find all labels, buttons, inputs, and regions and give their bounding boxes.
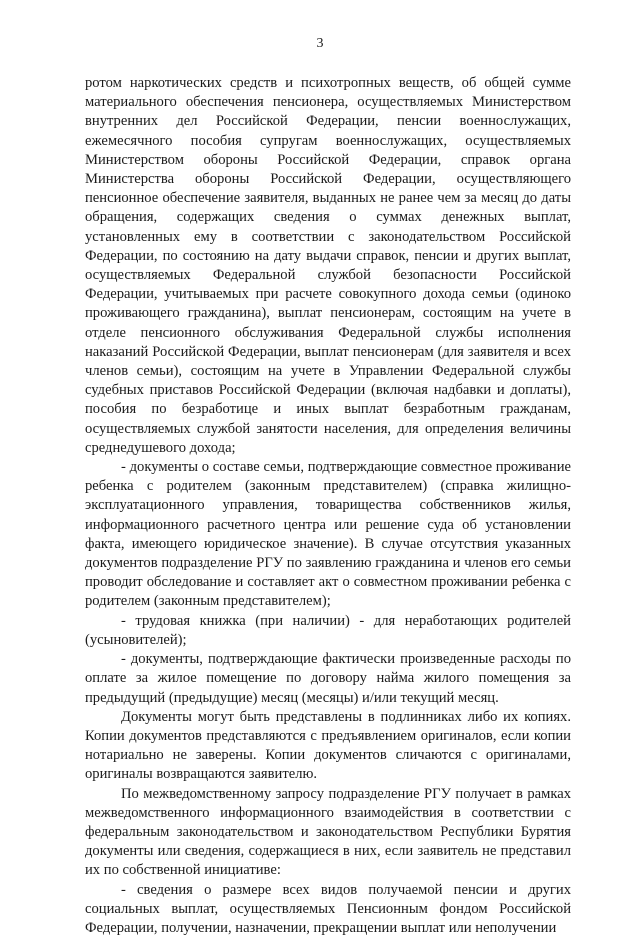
paragraph: - сведения о размере всех видов получаемой пенсии и других социальных выплат, осуществляемых Пенсионным фондом Российской Федерации, получении, назначении, прекращении выплат или неполучении — [85, 881, 571, 936]
paragraph: ротом наркотических средств и психотропных веществ, об общей сумме материального обеспечения пенсионера, осуществляемых Министерством внутренних дел Российской Федерации, пенсии военнослужащих, ежемесячного пособия супругам военнослужащих, осуществляемых Министерством обороны Российской Федерации, справок органа Министерства обороны Российской Федерации, осуществляющего пенсионное обеспечение заявителя, выданных не ранее чем за месяц до даты обращения, содержащих сведения о суммах денежных выплат, установленных ему в соответствии с законодательством Российской Федерации, по состоянию на дату выдачи справок, пенсии и других выплат, осуществляемых Федеральной службой безопасности Российской Федерации, учитываемых при расчете совокупного дохода семьи (одиноко проживающего гражданина), выплат пенсионерам, состоящим на учете в отделе пенсионного обслуживания Федеральной службы исполнения наказаний Российской Федерации, выплат пенсионерам (для заявителя и всех членов семьи), состоящим на учете в Управлении Федеральной службы судебных приставов Российской Федерации (включая надбавки и доплаты), пособия по безработице и иных выплат безработным гражданам, осуществляемых службой занятости населения, для определения величины среднедушевого дохода; — [85, 75, 571, 456]
paragraph: Документы могут быть представлены в подлинниках либо их копиях. Копии документов представляются с предъявлением оригиналов, если копии нотариально не заверены. Копии документов сличаются с оригиналами, оригиналы возвращаются заявителю. — [85, 708, 571, 783]
paragraph: - документы о составе семьи, подтверждающие совместное проживание ребенка с родителем (законным представителем) (справка жилищно-эксплуатационного управления, товарищества собственников жилья, информационного расчетного центра или решение суда об установлении факта, имеющего юридическое значение). В случае отсутствия указанных документов подразделение РГУ по заявлению гражданина и членов его семьи проводит обследование и составляет акт о совместном проживании ребенка с родителем (законным представителем); — [85, 459, 571, 610]
page-number: 3 — [316, 36, 324, 51]
paragraph: По межведомственному запросу подразделение РГУ получает в рамках межведомственного информационного взаимодействия в соответствии с федеральным законодательством и законодательством Республики Бурятия документы или сведения, содержащиеся в них, если заявитель не представил их по собственной инициативе: — [85, 785, 571, 879]
document-body — [85, 74, 571, 938]
paragraph: - документы, подтверждающие фактически произведенные расходы по оплате за жилое помещение по договору найма жилого помещения за предыдущий (предыдущие) месяц (месяцы) и/или текущий месяц. — [85, 651, 571, 706]
paragraph: - трудовая книжка (при наличии) - для неработающих родителей (усыновителей); — [85, 612, 571, 648]
